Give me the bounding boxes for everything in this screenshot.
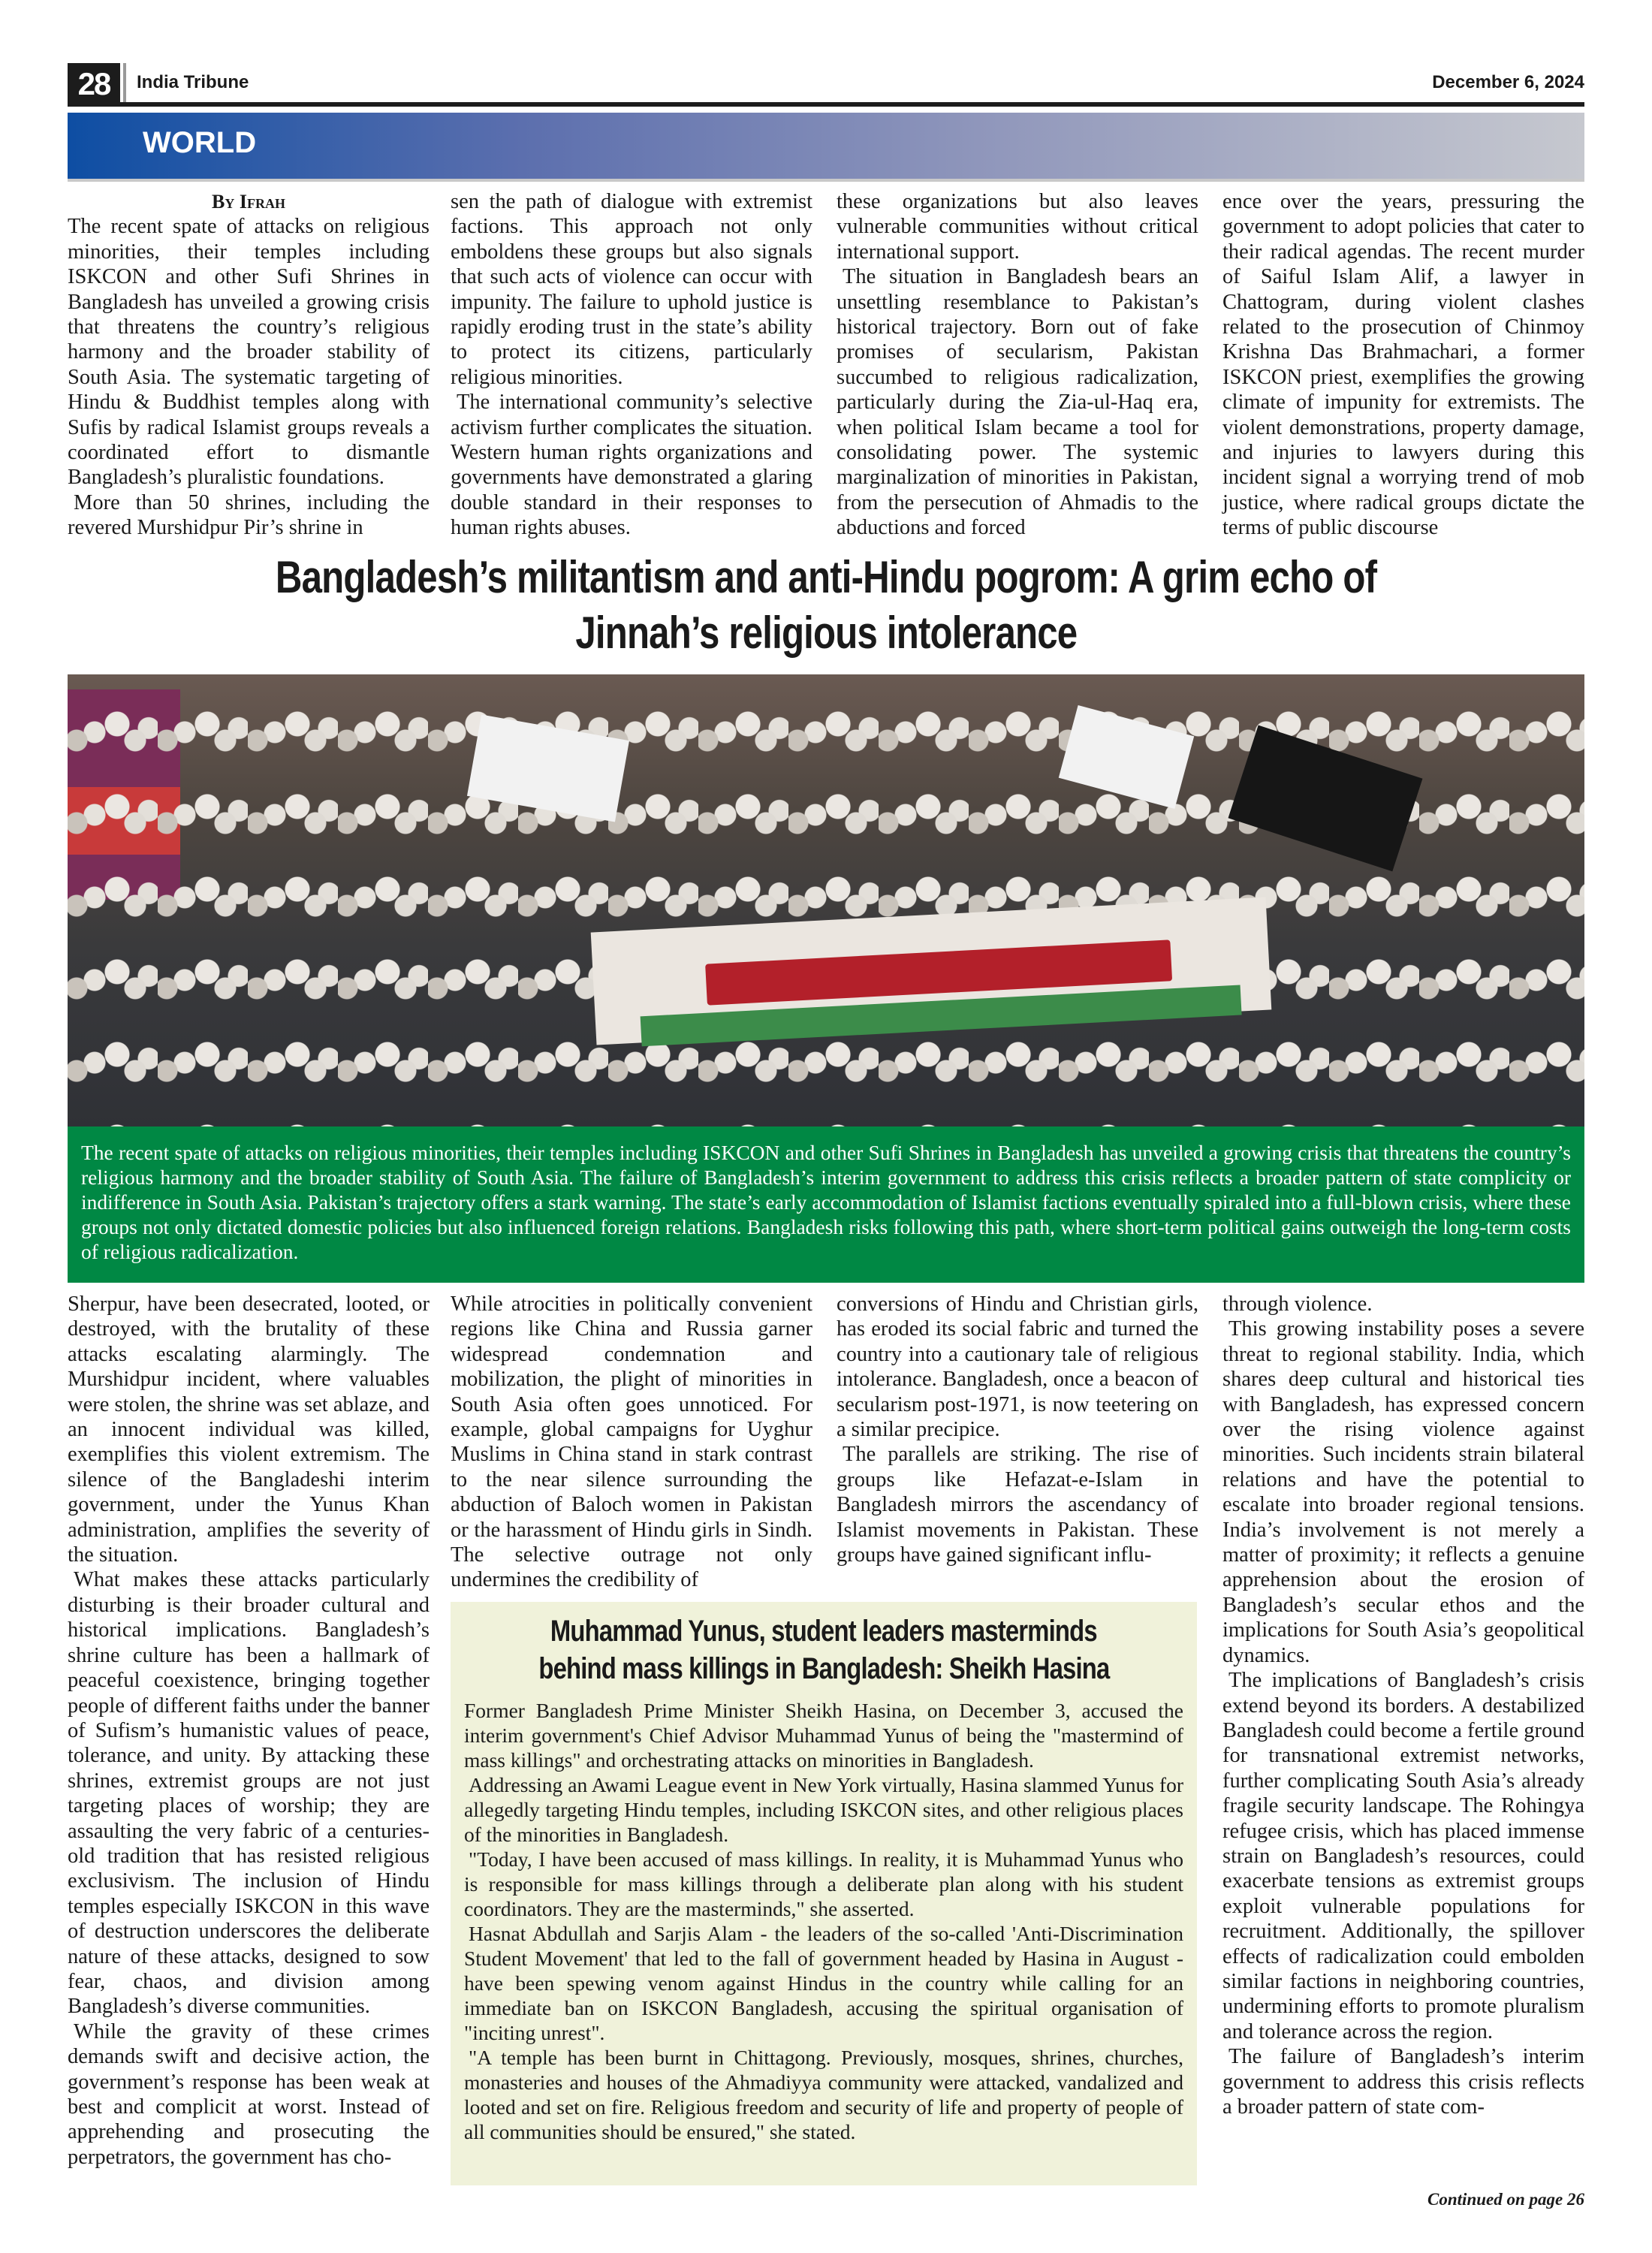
paragraph: sen the path of dialogue with extremist factions. This approach not only emboldens these groups but also signals that such acts of violence can occur with impunity. The failure to uphold justice is rapidly eroding trust in the state’s ability to protect its citizens, particularly religious minorities. xyxy=(451,190,812,389)
paragraph: ence over the years, pressuring the government to adopt policies that cater to their radical agendas. The recent murder of Saiful Islam Alif, a lawyer in Chattogram, during violent clashes related to the prosecution of Chinmoy Krishna Das Brahmachari, a former ISKCON priest, exemplifies the growing climate of impunity for extremists. The violent demonstrations, property damage, and injuries to lawyers during this incident signal a worrying trend of mob justice, where radical groups dictate the terms of public discourse xyxy=(1222,190,1584,540)
sidebar-headline-line: behind mass killings in Bangladesh: Sheikh Hasina xyxy=(538,1652,1109,1685)
issue-date: December 6, 2024 xyxy=(1432,72,1584,92)
article-column-2-top xyxy=(451,189,812,541)
photo-caption: The recent spate of attacks on religious minorities, their temples including ISKCON and other Sufi Shrines in Bangladesh has unveiled a growing crisis that threatens the country’s religious harmony and the broader stability of South Asia. The failure of Bangladesh’s interim government to address this crisis reflects a broader pattern of state complicity or indifference in South Asia. Pakistan’s trajectory offers a stark warning. The state’s early accommodation of Islamist factions eventually spiraled into a full-blown crisis, where these groups not only dictated domestic policies but also influenced foreign relations. Bangladesh risks following this path, where short-term political gains outweigh the long-term costs of religious radicalization. xyxy=(68,1126,1584,1283)
sidebar-headline-line: Muhammad Yunus, student leaders masterminds xyxy=(550,1615,1097,1648)
headline-line: Bangladesh’s militantism and anti-Hindu pogrom: A grim echo of xyxy=(275,552,1377,602)
divider xyxy=(123,63,126,105)
section-banner xyxy=(68,113,1584,182)
section-title: WORLD xyxy=(143,126,257,159)
article-column-2-bottom xyxy=(451,1292,812,1593)
paragraph: conversions of Hindu and Christian girls, has eroded its social fabric and turned the country into a cautionary tale of religious intolerance. Bangladesh, once a beacon of secularism post-1971, is now teetering on a similar precipice. xyxy=(837,1292,1198,1442)
paragraph: What makes these attacks particularly disturbing is their broader cultural and historical implications. Bangladesh’s shrine culture has been a hallmark of peaceful coexistence, bringing together people of different faiths under the banner of Sufism’s humanistic values of peace, tolerance, and unity. By attacking these shrines, extremist groups are not just targeting places of worship; they are assaulting the very fabric of a centuries-old tradition that has resisted religious exclusivism. The inclusion of Hindu temples especially ISKCON in this wave of destruction underscores the deliberate nature of these attacks, designed to sow fear, chaos, and division among Bangladesh’s diverse communities. xyxy=(68,1568,430,2019)
paragraph: these organizations but also leaves vulnerable communities without critical international support. xyxy=(837,190,1198,264)
paragraph: Addressing an Awami League event in New York virtually, Hasina slammed Yunus for allegedly targeting Hindu temples, including ISKCON sites, and other religious places of the minorities in Bangladesh. xyxy=(464,1773,1183,1846)
article-column-4-top xyxy=(1222,189,1584,541)
paragraph: More than 50 shrines, including the revered Murshidpur Pir’s shrine in xyxy=(68,490,430,540)
byline: By Ifrah xyxy=(212,191,285,213)
article-column-1-bottom xyxy=(68,1292,430,2170)
paragraph: The failure of Bangladesh’s interim government to address this crisis reflects a broader pattern of state com- xyxy=(1222,2045,1584,2119)
continued-note: Continued on page 26 xyxy=(1427,2190,1584,2209)
paragraph: Sherpur, have been desecrated, looted, or destroyed, with the brutality of these attacks escalating alarmingly. The Murshidpur incident, where valuables were stolen, the shrine was set ablaze, and an innocent individual was killed, exemplifies this violent extremism. The silence of the Bangladeshi interim government, under the Yunus Khan administration, amplifies the severity of the situation. xyxy=(68,1292,430,1567)
paragraph: Hasnat Abdullah and Sarjis Alam - the leaders of the so-called 'Anti-Discrimination Student Movement' that led to the fall of government headed by Hasina in August - have been spewing venom against Hindus in the country while calling for an immediate ban on ISKCON Bangladesh, accusing the spiritual organisation of "inciting unrest". xyxy=(464,1922,1183,2044)
article-column-3-bottom xyxy=(837,1292,1198,1567)
header-rule xyxy=(68,102,1584,107)
headline xyxy=(0,550,1652,661)
paragraph: "A temple has been burnt in Chittagong. Previously, mosques, shrines, churches, monasteries and houses of the Ahmadiyya community were attacked, vandalized and looted and set on fire. Religious freedom and security of life and property of people of all communities should be ensured," she stated. xyxy=(464,2046,1183,2143)
headline-line: Jinnah’s religious intolerance xyxy=(574,608,1078,658)
paragraph: through violence. xyxy=(1222,1292,1373,1316)
sidebar-headline xyxy=(464,1612,1183,1687)
paragraph: The recent spate of attacks on religious minorities, their temples including ISKCON and other Sufi Shrines in Bangladesh has unveiled a growing crisis that threatens the country’s religious harmony and the broader stability of South Asia. The systematic targeting of Hindu & Buddhist temples along with Sufis by radical Islamist groups reveals a coordinated effort to dismantle Bangladesh’s pluralistic foundations. xyxy=(68,215,430,490)
paragraph: The international community’s selective activism further complicates the situation. Western human rights organizations and governments have demonstrated a glaring double standard in their responses to human rights abuses. xyxy=(451,391,812,540)
article-column-1-top xyxy=(68,189,430,541)
protest-photo xyxy=(68,674,1584,1126)
crowd xyxy=(68,674,1584,1126)
page-number: 28 xyxy=(68,63,120,105)
paragraph: The parallels are striking. The rise of groups like Hefazat-e-Islam in Bangladesh mirrors the ascendancy of Islamist movements in Pakistan. These groups have gained significant influ- xyxy=(837,1443,1198,1567)
paragraph: This growing instability poses a severe threat to regional stability. India, which shares deep cultural and historical ties with Bangladesh, has expressed concern over the rising violence against minorities. Such incidents strain bilateral relations and have the potential to escalate into broader regional tensions. India’s involvement is not merely a matter of proximity; it reflects a genuine apprehension about the erosion of Bangladesh’s secular ethos and the implications for South Asia’s geopolitical dynamics. xyxy=(1222,1317,1584,1667)
article-column-3-top xyxy=(837,189,1198,541)
paragraph: The situation in Bangladesh bears an unsettling resemblance to Pakistan’s historical trajectory. Born out of fake promises of secularism, Pakistan succumbed to religious radicalization, particularly during the Zia-ul-Haq era, when political Islam became a tool for consolidating power. The systemic marginalization of minorities in Pakistan, from the persecution of Ahmadis to the abductions and forced xyxy=(837,265,1198,540)
newspaper-name: India Tribune xyxy=(137,72,249,92)
article-column-4-bottom xyxy=(1222,1292,1584,2119)
paragraph: Former Bangladesh Prime Minister Sheikh Hasina, on December 3, accused the interim government's Chief Advisor Muhammad Yunus of being the "mastermind of mass killings" and orchestrating attacks on minorities in Bangladesh. xyxy=(464,1699,1183,1772)
paragraph: While atrocities in politically convenient regions like China and Russia garner widespread condemnation and mobilization, the plight of minorities in South Asia often goes unnoticed. For example, global campaigns for Uyghur Muslims in China stand in stark contrast to the near silence surrounding the abduction of Baloch women in Pakistan or the harassment of Hindu girls in Sindh. The selective outrage not only undermines the credibility of xyxy=(451,1292,812,1592)
paragraph: While the gravity of these crimes demands swift and decisive action, the government’s response has been weak at best and complicit at worst. Instead of apprehending and prosecuting the perpetrators, the government has cho- xyxy=(68,2019,430,2169)
paragraph: "Today, I have been accused of mass killings. In reality, it is Muhammad Yunus who is responsible for mass killings through a deliberate plan along with his student coordinators. They are the masterminds," she asserted. xyxy=(464,1847,1183,1920)
sidebar-body xyxy=(464,1698,1183,2144)
sidebar-story xyxy=(451,1602,1197,2185)
paragraph: The implications of Bangladesh’s crisis extend beyond its borders. A destabilized Bangladesh could become a fertile ground for transnational extremist networks, further complicating South Asia’s already fragile security landscape. The Rohingya refugee crisis, which has placed immense strain on Bangladesh’s resources, could exacerbate tensions as extremist groups exploit vulnerable populations for recruitment. Additionally, the spillover effects of radicalization could embolden similar factions in neighboring countries, undermining efforts to promote pluralism and tolerance across the region. xyxy=(1222,1669,1584,2043)
